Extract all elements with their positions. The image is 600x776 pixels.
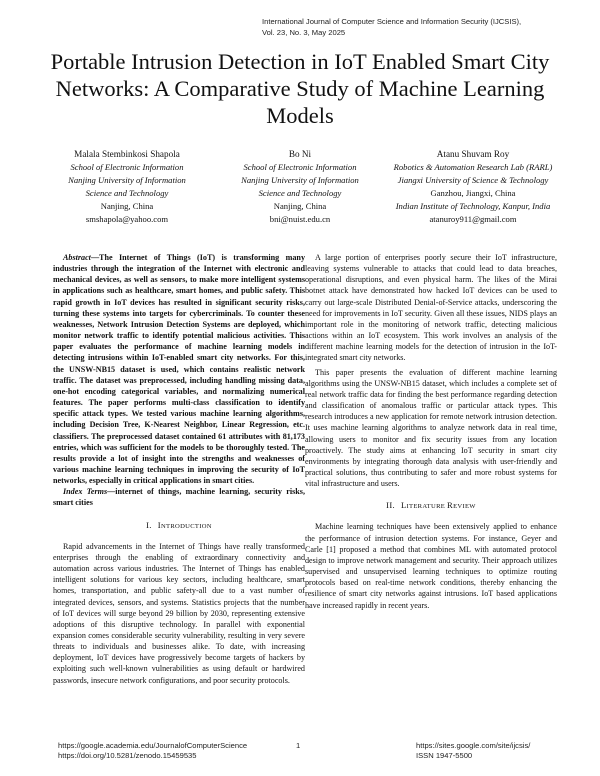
right-column: [305, 252, 557, 611]
index-terms-text: internet of things, machine learning, security risks, smart cities: [53, 487, 305, 508]
left-column: [53, 252, 305, 686]
journal-line-2: Vol. 23, No. 3, May 2025: [262, 27, 346, 37]
author-email: bni@nuist.edu.cn: [269, 214, 331, 224]
section-numeral: I.: [146, 519, 152, 530]
author-department: Robotics & Automation Research Lab (RARL): [393, 162, 553, 172]
abstract-label: Abstract: [63, 253, 91, 262]
author-3: [388, 148, 558, 226]
author-name: Atanu Shuvam Roy: [436, 149, 510, 159]
author-department: School of Electronic Information: [70, 162, 184, 172]
author-1: [42, 148, 212, 226]
index-terms-label: Index Terms: [63, 487, 108, 497]
author-university-2: Indian Institute of Technology, Kanpur, India: [395, 201, 551, 211]
author-location: Ganzhou, Jiangxi, China: [430, 188, 516, 198]
author-location: Nanjing, China: [273, 201, 327, 211]
footer-issn: ISSN 1947-5500: [416, 751, 473, 760]
author-department: School of Electronic Information: [243, 162, 357, 172]
author-university-2: Science and Technology: [85, 188, 169, 198]
paragraph-intro-1: Rapid advancements in the Internet of Things have really transformed enterprises through the enabling of extraordinary connectivity and automation across various industries. The Internet of Things has enabled intelligent solutions for various key sectors, including healthcare, smart homes, transportation, and public safety-all due to a vast number of integrated devices, sensors, and systems. Statistics projects that the number of IoT devices will surge beyond 29 billion by 2030, representing extensive adoptions of this disruptive technology. In parallel with exponential expansion comes considerable security vulnerability, resulting in very severe threats to individuals and businesses alike. To date, with increasing deployment, IoT devices have progressively become targets of hackers by exploiting such well-known vulnerabilities as using default or hardwired passwords, insecure network configurations, and poor security protocols.: [53, 541, 305, 685]
footer-link-doi[interactable]: https://doi.org/10.5281/zenodo.15459535: [58, 751, 197, 760]
abstract: Abstract—The Internet of Things (IoT) is transforming many industries through the integration of the Internet with electronic and mechanical devices, as well as sensors, to make more intelligent systems in applications such as healthcare, smart homes, and public safety. This rapid growth in IoT devices has resulted in significant security risks, turning these systems into targets for cybercriminals. To counter these weaknesses, Network Intrusion Detection Systems are deployed, which monitor network traffic to identify potential malicious activities. This paper evaluates the performance of machine learning models in detecting intrusions within IoT-enabled smart city networks. For this, the UNSW-NB15 dataset is used, which contains realistic network traffic. The dataset was preprocessed, including handling missing data, one-hot encoding categorical variables, and normalizing numerical features. The paper performs multi-class classification to identify specific attack types. We tested various machine learning algorithms, including Decision Tree, K-Nearest Neighbor, Linear Regression, etc. classifiers. The preprocessed dataset contained 61 attributes with 81,173 entries, which was sufficient for the models to be thoroughly tested. The results provide a lot of insight into the strengths and weaknesses of various machine learning techniques in improving the security of IoT networks, especially in critical applications in smart cities.: [53, 253, 305, 486]
author-university-2: Science and Technology: [258, 188, 342, 198]
abstract-text: The Internet of Things (IoT) is transforming many industries through the integration of the Internet with electronic and mechanical devices, as well as sensors, to make more intelligent systems in applications such as healthcare, smart homes, and public safety. This rapid growth in IoT devices has resulted in significant security risks, turning these systems into targets for cybercriminals. To counter these weaknesses, Network Intrusion Detection Systems are deployed, which monitor network traffic to identify potential malicious activities. This paper evaluates the performance of machine learning models in detecting intrusions within IoT-enabled smart city networks. For this, the UNSW-NB15 dataset is used, which contains realistic network traffic. The dataset was preprocessed, including handling missing data, one-hot encoding categorical variables, and normalizing numerical features. The paper performs multi-class classification to identify specific attack types. We tested various machine learning algorithms, including Decision Tree, K-Nearest Neighbor, Linear Regression, etc. classifiers. The preprocessed dataset contained 61 attributes with 81,173 entries, which was sufficient for the models to be thoroughly tested. The results provide a lot of insight into the strengths and weaknesses of various machine learning techniques in improving the security of IoT networks, especially in critical applications in smart cities.: [53, 253, 305, 486]
author-2: [212, 148, 388, 226]
footer-link-journal-site[interactable]: https://sites.google.com/site/ijcsis/: [416, 741, 531, 750]
footer-left: [58, 741, 247, 761]
section-heading-introduction: I. INTRODUCTION: [146, 519, 212, 530]
index-terms: Index Terms—internet of things, machine learning, security risks, smart cities: [53, 487, 305, 508]
author-university: Nanjing University of Information: [241, 175, 359, 185]
section-heading-literature-review: II. LITERATURE REVIEW: [386, 500, 476, 511]
footer-right: [416, 741, 530, 761]
paper-title: Portable Intrusion Detection in IoT Enabled Smart City Networks: A Comparative Study of Machine Learning Models: [50, 49, 550, 128]
paragraph-intro-2: A large portion of enterprises poorly secure their IoT infrastructure, leaving systems vulnerable to attacks that could lead to data breaches, operational disruptions, and even physical harm. The likes of the Mirai botnet attack have demonstrated how hacked IoT devices can be used to carry out large-scale Distributed Denial-of-Service attacks, underscoring the need for improvements in IoT security. Given all these issues, NIDS plays an important role in the monitoring of network traffic, detecting malicious actions within an IoT ecosystem. This work involves an analysis of the different machine learning models for the detection of intrusion in the IoT-integrated smart city networks.: [305, 253, 557, 363]
author-university: Jiangxi University of Science & Technology: [397, 175, 549, 185]
author-email: smshapola@yahoo.com: [85, 214, 169, 224]
paragraph-intro-3: This paper presents the evaluation of different machine learning algorithms using the UNSW-NB15 dataset, which includes a complete set of real network traffic data for finding the best performance regarding detection and classification of anomalous traffic or particular attack types. This research introduces a new application for remote network intrusion detection. It uses machine learning algorithms to analyze network data in real time, allowing users to monitor and fix security issues from any location proactively. The study aims at enhancing IoT security in smart city environments by integrating thorough data analysis with user-friendly and practical solutions, thus contributing to safer and more robust systems for vital infrastructure and users.: [305, 367, 557, 489]
footer-link-academia[interactable]: https://google.academia.edu/JournalofComputerScience: [58, 741, 248, 750]
author-block: [42, 148, 558, 228]
author-university: Nanjing University of Information: [68, 175, 186, 185]
author-location: Nanjing, China: [100, 201, 154, 211]
journal-line-1: International Journal of Computer Science and Information Security (IJCSIS),: [262, 17, 522, 26]
author-name: Bo Ni: [288, 149, 312, 159]
author-name: Malala Stembinkosi Shapola: [74, 149, 180, 159]
author-email: atanuroy911@gmail.com: [429, 214, 517, 224]
section-numeral: II.: [386, 500, 395, 511]
journal-header: [262, 17, 582, 38]
page-number: 1: [296, 741, 301, 750]
paragraph-literature-1: Machine learning techniques have been extensively applied to enhance the performance of intrusion detection systems. For instance, Geyer and Carle [1] proposed a method that combines ML with automated protocol design to improve network management and security. Their approach utilizes supervised and unsupervised learning techniques to optimize routing protocols based on real-time network conditions, thereby enhancing the resilience of smart city networks against intrusions. IoT based applications have increased rapidly in recent years.: [305, 522, 557, 610]
